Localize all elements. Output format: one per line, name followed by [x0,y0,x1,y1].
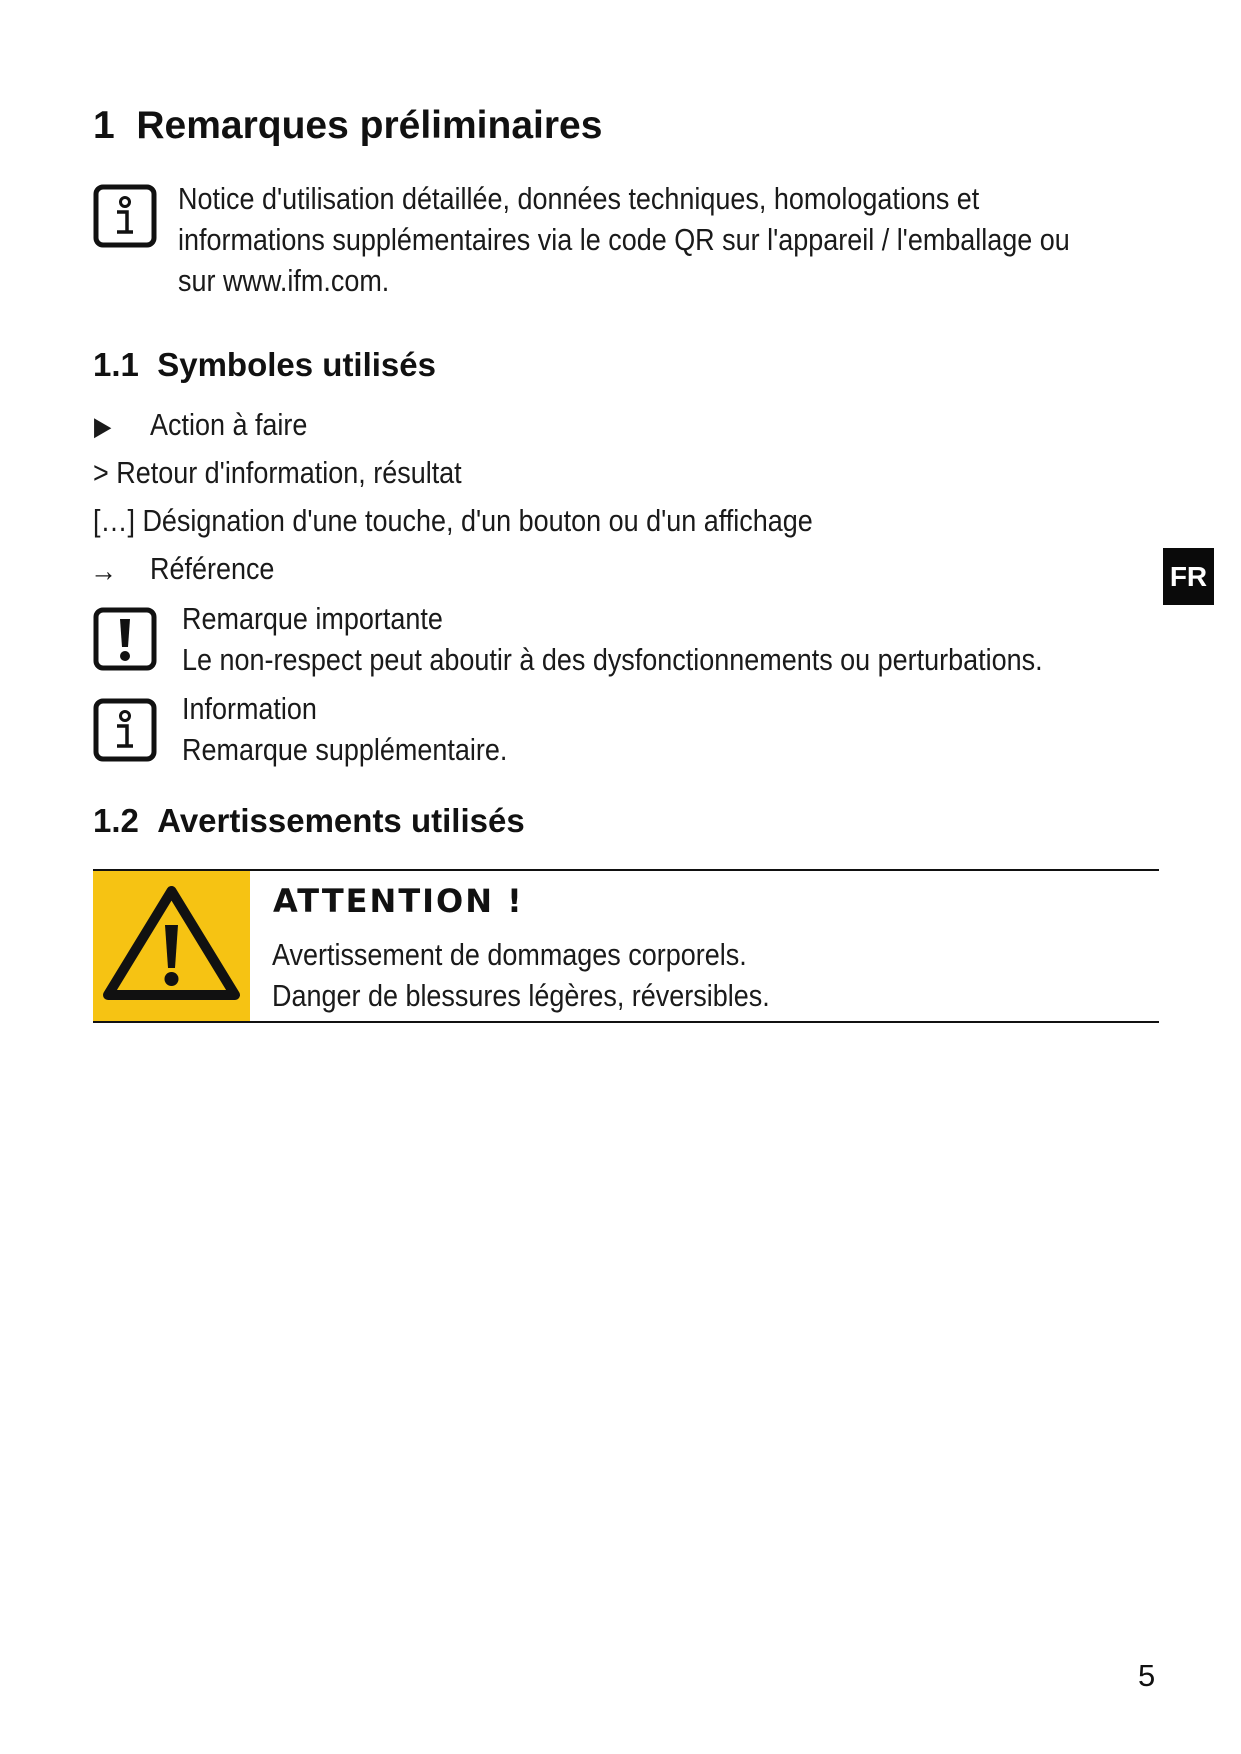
intro-line: Notice d'utilisation détaillée, données techniques, homologations et [178,181,980,216]
reference-text: Référence [150,551,275,586]
subsection-heading-warnings [93,802,525,840]
info-icon [93,184,157,248]
intro-line: sur www.ifm.com. [178,263,390,298]
subsection-title: Symboles utilisés [157,346,436,383]
important-title: Remarque importante [182,601,443,636]
section-number: 1 [93,104,115,147]
warning-line: Danger de blessures légères, réversibles. [272,978,770,1013]
subsection-number: 1.1 [93,346,139,383]
important-note [182,598,1043,680]
exclamation-icon [93,607,157,671]
warning-line: Avertissement de dommages corporels. [272,937,747,972]
subsection-title: Avertissements utilisés [157,802,525,839]
warning-title: ATTENTION ! [273,882,524,920]
section-title: Remarques préliminaires [136,104,603,147]
warning-symbol-panel [93,871,250,1021]
feedback-text: > Retour d'information, résultat [93,455,462,490]
important-text: Le non-respect peut aboutir à des dysfonctionnements ou perturbations. [182,642,1043,677]
information-title: Information [182,691,317,726]
language-tab: FR [1163,548,1214,605]
info-icon [93,698,157,762]
warning-triangle-icon [93,871,250,1021]
subsection-number: 1.2 [93,802,139,839]
information-note [182,688,507,770]
key-designation-text: […] Désignation d'une touche, d'un bouton ou d'un affichage [93,503,813,538]
action-text: Action à faire [150,407,308,442]
section-heading [93,104,602,148]
information-text: Remarque supplémentaire. [182,732,508,767]
intro-text [178,178,1070,301]
warning-top-rule [93,869,1159,871]
intro-line: informations supplémentaires via le code QR sur l'appareil / l'emballage ou [178,222,1070,257]
action-marker-icon: ▶ [94,411,112,441]
page-number: 5 [1138,1658,1156,1693]
warning-text [272,934,770,1016]
arrow-right-icon: → [90,553,117,588]
subsection-heading-symbols [93,346,436,384]
warning-bottom-rule [93,1021,1159,1023]
